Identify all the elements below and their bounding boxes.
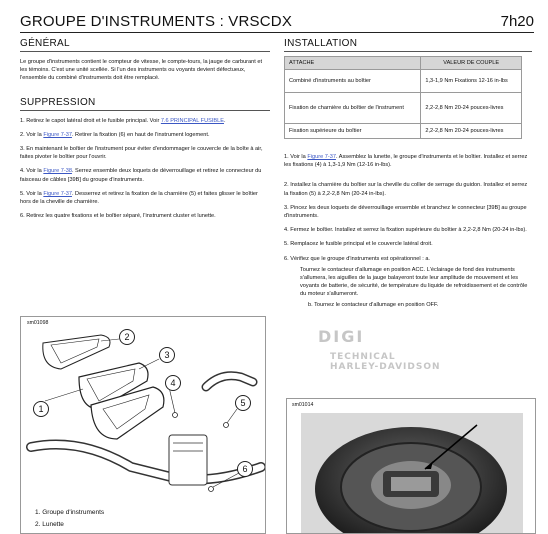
suppression-step-2: 2. Voir la Figure 7-37. Retirer la fixation (6) en haut de l'instrument logement.: [20, 131, 210, 138]
suppression-step-5: 5. Voir la Figure 7-37. Desserrez et retirez la fixation de la charnière (5) et faites glisser le boîtier hors de la cheville de charnière.: [20, 190, 258, 206]
callout-1: 1: [33, 401, 49, 417]
table-row: Combiné d'instruments au boîtier 1,3-1,9 Nm Fixations 12-16 in-lbs: [285, 70, 522, 93]
callout-2: 2: [119, 329, 135, 345]
callout-3: 3: [159, 347, 175, 363]
exploded-diagram: [21, 317, 265, 533]
installation-step-6: 6. Vérifiez que le groupe d'instruments est opérationnel : a.: [284, 255, 430, 262]
suppression-step-4: 4. Voir la Figure 7-38. Serrez ensemble deux loquets de déverrouillage et retirez le connecteur du faisceau de câbles [39B] du groupe d'instruments.: [20, 168, 262, 183]
installation-step-3: 3. Pincez les deux loquets de déverrouillage ensemble et branchez le connecteur [39B] au groupe d'instruments.: [284, 204, 527, 220]
link-figure-7-37[interactable]: Figure 7-37: [307, 154, 336, 160]
installation-heading: INSTALLATION: [284, 38, 532, 52]
page-number: 7h20: [500, 13, 534, 30]
photo-illustration: [287, 399, 535, 533]
legend-item-1: 1. Groupe d'instruments: [35, 509, 105, 516]
link-figure-7-38[interactable]: Figure 7-38: [43, 168, 72, 175]
callout-5: 5: [235, 395, 251, 411]
suppression-heading: SUPPRESSION: [20, 97, 270, 111]
general-text: Le groupe d'instruments contient le compteur de vitesse, le compte-tours, la jauge de carburant et les témoins. C'est une unité scellée. Si l'un des instruments ou voyants devient défectueux, l'ensemble du combiné d'instruments doit être remplacé.: [20, 59, 263, 82]
suppression-step-6: 6. Retirez les quatre fixations et le boîtier séparé, l'instrument cluster et lunette.: [20, 213, 216, 220]
watermark: DIGI: [318, 327, 365, 346]
suppression-step-3: 3. En maintenant le boîtier de l'instrument pour éviter d'endommager le couvercle de la boîte à air, faites pivoter le boîtier pour l'ouvrir.: [20, 146, 263, 161]
left-column: [20, 38, 270, 220]
table-row: Fixation supérieure du boîtier 2,2-2,8 Nm 20-24 pouces-livres: [285, 124, 522, 139]
link-figure-7-37[interactable]: Figure 7-37: [43, 131, 72, 138]
table-header-fastener: ATTACHE: [285, 57, 421, 70]
callout-4: 4: [165, 375, 181, 391]
figure-id: sm01098: [27, 320, 49, 326]
installation-substep-a: Tournez le contacteur d'allumage en position ACC. L'éclairage de fond des instruments s'allumera, les aiguilles de la jauge balayeront toute leur amplitude de mouvement et les voyants de batterie, de sécurité, de température du liquide de refroidissement et de contrôle du moteur s'allumeront.: [300, 266, 528, 298]
table-row: Fixation de charnière du boîtier de l'instrument 2,2-2,8 Nm 20-24 pouces-livres: [285, 93, 522, 124]
installation-step-5: 5. Remplacez le fusible principal et le couvercle latéral droit.: [284, 241, 433, 248]
installation-step-1: 1. Voir la Figure 7-37. Assemblez la lunette, le groupe d'instruments et le boîtier. Installez et serrez les fixations (4) à 1,3-1,9 Nm (12-16 in-lbs).: [284, 154, 528, 169]
link-figure-7-37[interactable]: Figure 7-37: [43, 190, 72, 197]
torque-table: [284, 56, 522, 139]
callout-6: 6: [237, 461, 253, 477]
figure-photo: [286, 398, 536, 534]
suppression-step-1: 1. Retirez le capot latéral droit et le fusible principal. Voir 7.6 PRINCIPAL FUSIBLE.: [20, 117, 226, 124]
page-header: [20, 8, 534, 33]
installation-substep-b: b. Tournez le contacteur d'allumage en position OFF.: [308, 301, 439, 308]
legend-item-2: 2. Lunette: [35, 521, 64, 528]
right-column: [284, 38, 532, 309]
figure-exploded-view: [20, 316, 266, 534]
figure-id: sm01014: [292, 402, 314, 408]
page-title: GROUPE D'INSTRUMENTS : VRSCDX: [20, 13, 293, 30]
installation-step-2: 2. Installez la charnière du boîtier sur la cheville du collier de serrage du guidon. Installez et serrez la fixation (5) à 2,2-2,8 Nm (20-24 in-lbs).: [284, 182, 528, 197]
installation-step-4: 4. Fermez le boîtier. Installez et serrez la fixation supérieure du boîtier à 2,2-2,8 Nm (20-24 in-lbs).: [284, 227, 527, 234]
table-header-torque: VALEUR DE COUPLE: [421, 57, 522, 70]
watermark-sub: TECHNICAL HARLEY-DAVIDSON: [330, 352, 441, 372]
link-principal-fusible[interactable]: 7.6 PRINCIPAL FUSIBLE: [160, 117, 224, 124]
general-heading: GÉNÉRAL: [20, 38, 270, 52]
